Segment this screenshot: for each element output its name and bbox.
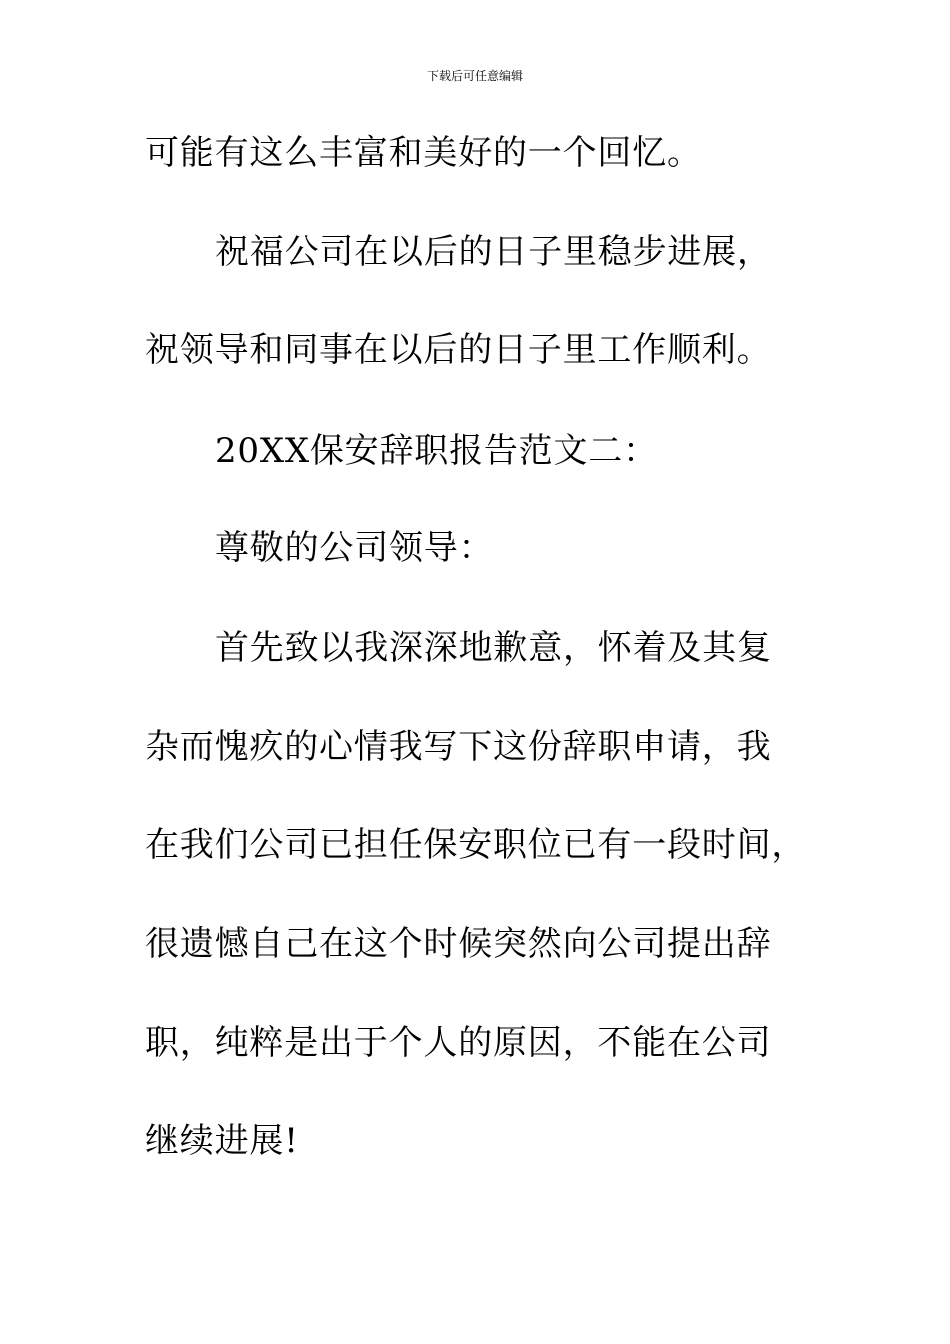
body-line-7: 杂而愧疚的心情我写下这份辞职申请，我	[145, 727, 772, 767]
body-line-11: 继续进展!	[145, 1121, 299, 1161]
body-line-4: 20XX保安辞职报告范文二：	[215, 431, 658, 471]
page-header: 下载后可任意编辑	[426, 69, 523, 83]
body-line-5: 尊敬的公司领导：	[215, 528, 494, 568]
body-line-9: 很遗憾自己在这个时候突然向公司提出辞	[145, 924, 772, 964]
body-line-1: 可能有这么丰富和美好的一个回忆。	[145, 133, 702, 173]
body-line-3: 祝领导和同事在以后的日子里工作顺利。	[145, 330, 772, 370]
body-line-10: 职，纯粹是出于个人的原因，不能在公司	[145, 1023, 772, 1063]
body-line-8: 在我们公司已担任保安职位已有一段时间，	[145, 825, 807, 865]
body-line-2: 祝福公司在以后的日子里稳步进展，	[215, 232, 772, 272]
body-line-6: 首先致以我深深地歉意，怀着及其复	[215, 628, 772, 668]
